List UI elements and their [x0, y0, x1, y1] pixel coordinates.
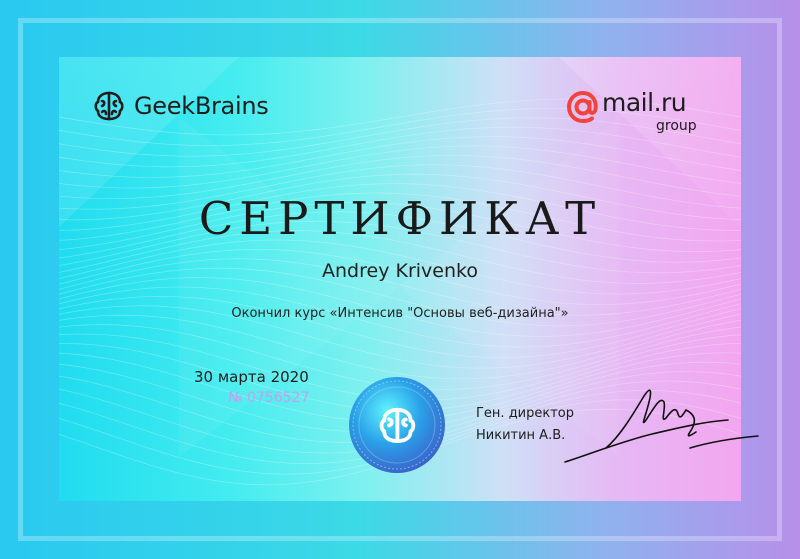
- certificate-number: № 0756527: [228, 390, 310, 406]
- certificate-title: СЕРТИФИКАТ: [198, 192, 602, 245]
- brain-icon: [92, 89, 126, 123]
- at-sign-icon: [566, 90, 600, 124]
- signatory-position: Ген. директор: [476, 406, 575, 421]
- mailru-group-logo: [566, 88, 716, 138]
- issue-date: 30 марта 2020: [194, 368, 309, 386]
- recipient-name: Andrey Krivenko: [322, 260, 478, 282]
- geekbrains-logo: [92, 88, 268, 124]
- mailru-group-wordmark: group: [656, 118, 697, 134]
- guilloche-line: [59, 137, 741, 178]
- signatory-name: Никитин А.В.: [476, 428, 566, 443]
- signature-icon: [560, 376, 770, 466]
- brain-seal-icon: [347, 375, 447, 475]
- geekbrains-wordmark: GeekBrains: [134, 92, 269, 120]
- mailru-wordmark: mail.ru: [602, 88, 687, 117]
- guilloche-line: [59, 315, 741, 379]
- course-description: Окончил курс «Интенсив "Основы веб-дизайна"»: [231, 306, 569, 321]
